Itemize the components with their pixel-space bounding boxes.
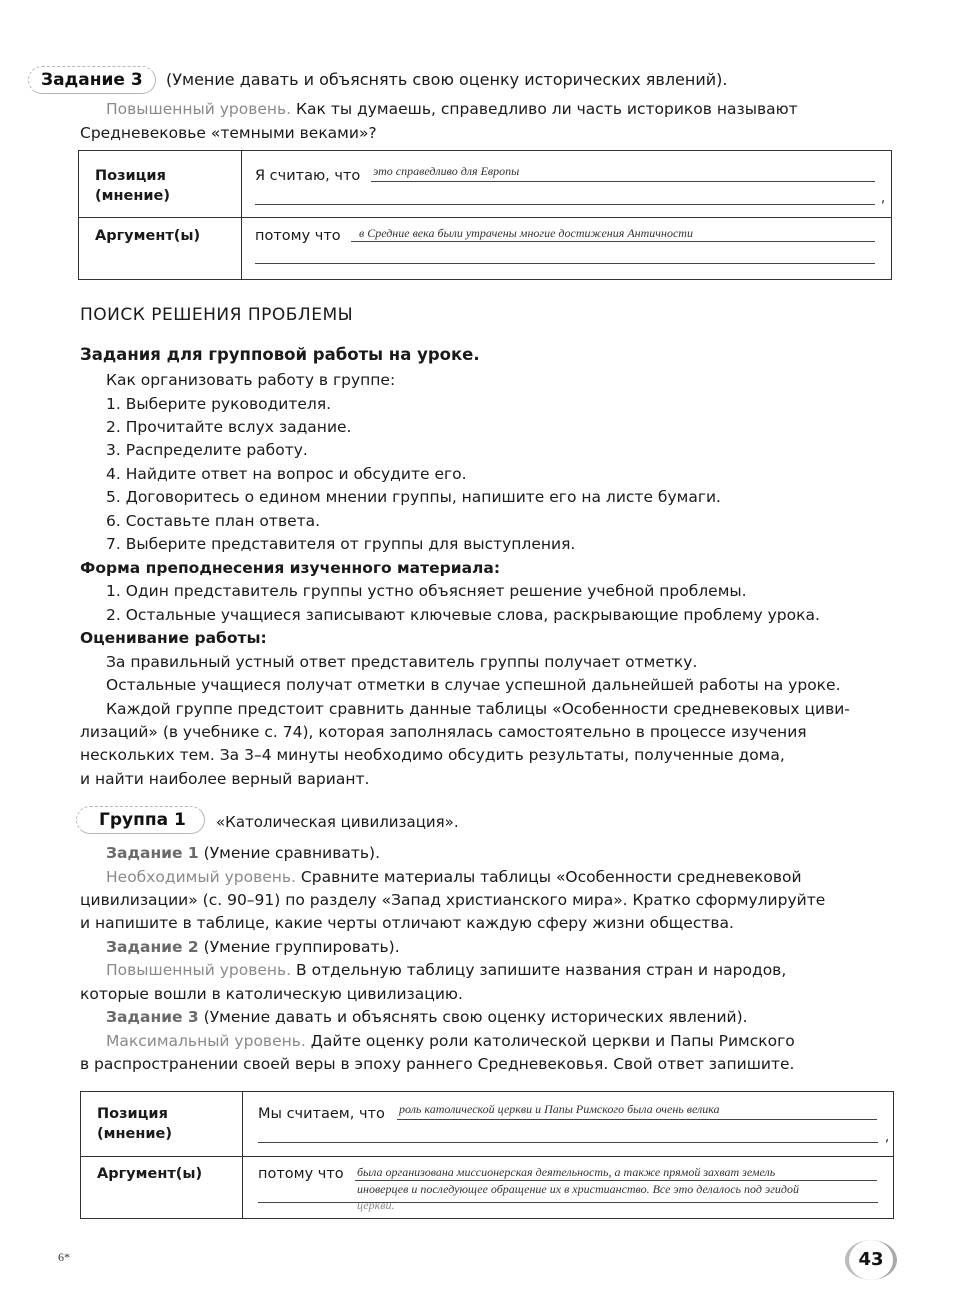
argument-label: Аргумент(ы) [97,1166,203,1182]
group-task-1-header [106,841,380,865]
group-task-2-header [106,935,400,959]
position-comma: , [881,191,886,206]
column-divider [242,1092,243,1218]
task-2-line-1: Повышенный уровень. В отдельную таблицу запишите названия стран и народов, [106,961,787,979]
answer-line [258,1202,878,1203]
step-item: 5. Договоритесь о едином мнении группы, напишите его на листе бумаги. [106,488,721,506]
task-1-line-1: Необходимый уровень. Сравните материалы таблицы «Особенности средневековой [106,868,802,886]
argument-answer-line-1[interactable]: была организована миссионерская деятельность, а также прямой захват земель [357,1165,776,1179]
task-1-skill: (Умение сравнивать). [203,844,381,862]
task-2-label: Задание 2 [106,938,199,956]
how-to-organize: Как организовать работу в группе: [106,371,396,389]
intro-line: Каждой группе предстоит сравнить данные таблицы «Особенности средневековых циви- [106,700,850,718]
task-3-line-1: Максимальный уровень. Дайте оценку роли католической церкви и Папы Римского [106,1032,795,1050]
step-item: 3. Распределите работу. [106,441,308,459]
answer-line [371,181,875,182]
step-item: 7. Выберите представителя от группы для выступления. [106,535,576,553]
answer-table-2 [80,1091,894,1219]
task-2-level: Повышенный уровень. [106,961,292,979]
step-item: 6. Составьте план ответа. [106,512,321,530]
task-1-line-2: цивилизации» (с. 90–91) по разделу «Запад христианского мира». Кратко сформулируйте [80,891,826,909]
answer-line [255,204,875,205]
group-task-3-header [106,1005,748,1029]
argument-label: Аргумент(ы) [95,228,201,244]
step-item: 1. Выберите руководителя. [106,395,332,413]
answer-line [355,1180,877,1181]
page-number: 43 [845,1240,897,1280]
task-3-line-2: в распространении своей веры в эпоху раннего Средневековья. Свой ответ запишите. [80,1055,795,1073]
task-question-line-1 [106,97,798,121]
group-work-heading: Задания для групповой работы на уроке. [80,345,480,364]
group-badge-label: Группа 1 [99,810,186,830]
argument-answer-line-2[interactable]: иноверцев и последующее обращение их в христианство. Все это делалось под эгидой [357,1182,799,1196]
position-label: Позиция (мнение) [95,168,170,204]
argument-answer-line-3[interactable]: церкви. [357,1198,395,1212]
task-3-label: Задание 3 [106,1008,199,1026]
position-answer-field[interactable]: это справедливо для Европы [373,164,520,178]
signature-mark: 6* [58,1250,70,1264]
task-1-label: Задание 1 [106,844,199,862]
task-2-skill: (Умение группировать). [203,938,400,956]
form-heading: Форма преподнесения изученного материала: [80,559,501,577]
level-label: Повышенный уровень. [106,100,292,118]
answer-line [397,1119,877,1120]
task-2-line-2: которые вошли в католическую цивилизацию. [80,985,463,1003]
answer-line [351,241,875,242]
row-divider [79,217,891,218]
group-title: «Католическая цивилизация». [216,813,459,831]
section-title: ПОИСК РЕШЕНИЯ ПРОБЛЕМЫ [80,305,354,325]
task-badge [28,66,156,94]
task-1-level: Необходимый уровень. [106,868,296,886]
intro-line: лизаций» (в учебнике с. 74), которая заполнялась самостоятельно в процессе изучения [80,723,807,741]
intro-line: нескольких тем. За 3–4 минуты необходимо обсудить результаты, полученные дома, [80,746,785,764]
row-divider [81,1156,893,1157]
task-skill: (Умение давать и объяснять свою оценку исторических явлений). [166,70,728,89]
position-lead: Мы считаем, что [258,1106,385,1122]
task-question-line-2: Средневековье «темными веками»? [80,124,377,142]
position-comma: , [885,1130,890,1145]
answer-line [258,1142,878,1143]
form-item: 1. Один представитель группы устно объясняет решение учебной проблемы. [106,582,747,600]
answer-table-1 [78,150,892,280]
grading-heading: Оценивание работы: [80,629,267,647]
argument-lead: потому что [258,1166,344,1182]
answer-line [255,263,875,264]
task-1-line-3: и напишите в таблице, какие черты отличают каждую сферу жизни общества. [80,914,734,932]
column-divider [241,151,242,279]
argument-lead: потому что [255,228,341,244]
position-lead: Я считаю, что [255,168,361,184]
task-3-skill: (Умение давать и объяснять свою оценку исторических явлений). [203,1008,748,1026]
position-answer-field[interactable]: роль католической церкви и Папы Римского была очень велика [399,1102,720,1116]
argument-answer-field[interactable]: в Средние века были утрачены многие достижения Античности [359,226,693,240]
grading-line: За правильный устный ответ представитель группы получает отметку. [106,653,698,671]
position-label: Позиция (мнение) [97,1106,172,1142]
grading-line: Остальные учащиеся получат отметки в случае успешной дальнейшей работы на уроке. [106,676,841,694]
intro-line: и найти наиболее верный вариант. [80,770,370,788]
task-badge-label: Задание 3 [41,70,143,90]
question-text: Как ты думаешь, справедливо ли часть историков называют [296,100,798,118]
step-item: 2. Прочитайте вслух задание. [106,418,352,436]
form-item: 2. Остальные учащиеся записывают ключевые слова, раскрывающие проблему урока. [106,606,820,624]
task-3-level: Максимальный уровень. [106,1032,306,1050]
group-badge [76,806,205,834]
step-item: 4. Найдите ответ на вопрос и обсудите его. [106,465,467,483]
